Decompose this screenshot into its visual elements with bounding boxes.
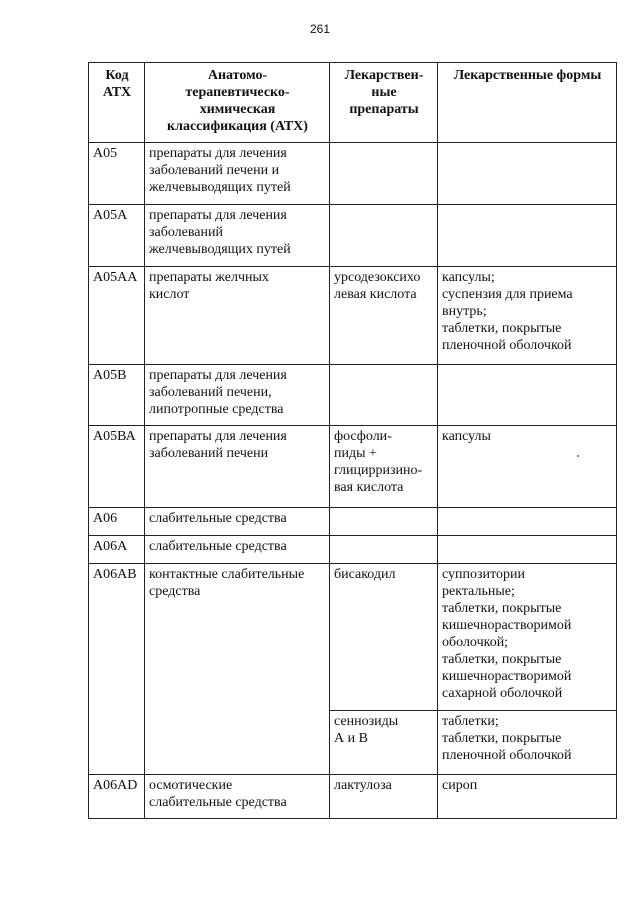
- drug: [330, 508, 438, 536]
- table-row: [89, 426, 617, 508]
- classification: слабительные средства: [145, 536, 330, 564]
- dosage-forms: суппозитории ректальные; таблетки, покрытые кишечнорастворимой оболочкой; таблетки, покрытые кишечнорастворимой сахарной оболочкой: [438, 564, 617, 711]
- classification: слабительные средства: [145, 508, 330, 536]
- classification: препараты для лечения заболеваний печени и желчевыводящих путей: [145, 143, 330, 205]
- dosage-forms: капсулы: [438, 426, 617, 508]
- table-row: [89, 564, 617, 711]
- atx-code: А05: [89, 143, 145, 205]
- dosage-forms: [438, 205, 617, 267]
- header-atx-classification: Анатомо- терапевтическо- химическая классификация (АТХ): [145, 63, 330, 143]
- table-header-row: [89, 63, 617, 143]
- classification: препараты для лечения заболеваний печени: [145, 426, 330, 508]
- atx-code: А05А: [89, 205, 145, 267]
- table-row: [89, 143, 617, 205]
- atx-code: А05АА: [89, 267, 145, 365]
- drug: [330, 205, 438, 267]
- header-atx-code: Код АТХ: [89, 63, 145, 143]
- atx-code: А06А: [89, 536, 145, 564]
- header-drugs: Лекарствен- ные препараты: [330, 63, 438, 143]
- classification: препараты желчных кислот: [145, 267, 330, 365]
- atx-code: А05ВА: [89, 426, 145, 508]
- atx-classification-table: [88, 62, 617, 819]
- drug: [330, 365, 438, 426]
- dosage-forms: [438, 508, 617, 536]
- drug: сеннозиды А и В: [330, 711, 438, 775]
- atx-code: А06АD: [89, 775, 145, 819]
- drug: фосфоли- пиды + глицирризино- вая кислота: [330, 426, 438, 508]
- atx-code: А06АВ: [89, 564, 145, 775]
- atx-code: А05В: [89, 365, 145, 426]
- table-row: [89, 365, 617, 426]
- drug: [330, 536, 438, 564]
- drug: бисакодил: [330, 564, 438, 711]
- dosage-forms: таблетки; таблетки, покрытые пленочной оболочкой: [438, 711, 617, 775]
- table-row: [89, 205, 617, 267]
- classification: контактные слабительные средства: [145, 564, 330, 775]
- classification: препараты для лечения заболеваний печени, липотропные средства: [145, 365, 330, 426]
- dosage-forms: [438, 143, 617, 205]
- dosage-forms: [438, 365, 617, 426]
- page-number: 261: [309, 22, 331, 36]
- table-row: [89, 508, 617, 536]
- dosage-forms: [438, 536, 617, 564]
- table-row: [89, 536, 617, 564]
- scan-speck: [577, 455, 579, 457]
- drug: урсодезоксихо левая кислота: [330, 267, 438, 365]
- atx-code: А06: [89, 508, 145, 536]
- dosage-forms: капсулы; суспензия для приема внутрь; таблетки, покрытые пленочной оболочкой: [438, 267, 617, 365]
- drug: [330, 143, 438, 205]
- classification: препараты для лечения заболеваний желчевыводящих путей: [145, 205, 330, 267]
- drug: лактулоза: [330, 775, 438, 819]
- classification: осмотические слабительные средства: [145, 775, 330, 819]
- dosage-forms: сироп: [438, 775, 617, 819]
- table-row: [89, 775, 617, 819]
- header-dosage-forms: Лекарственные формы: [438, 63, 617, 143]
- table-row: [89, 267, 617, 365]
